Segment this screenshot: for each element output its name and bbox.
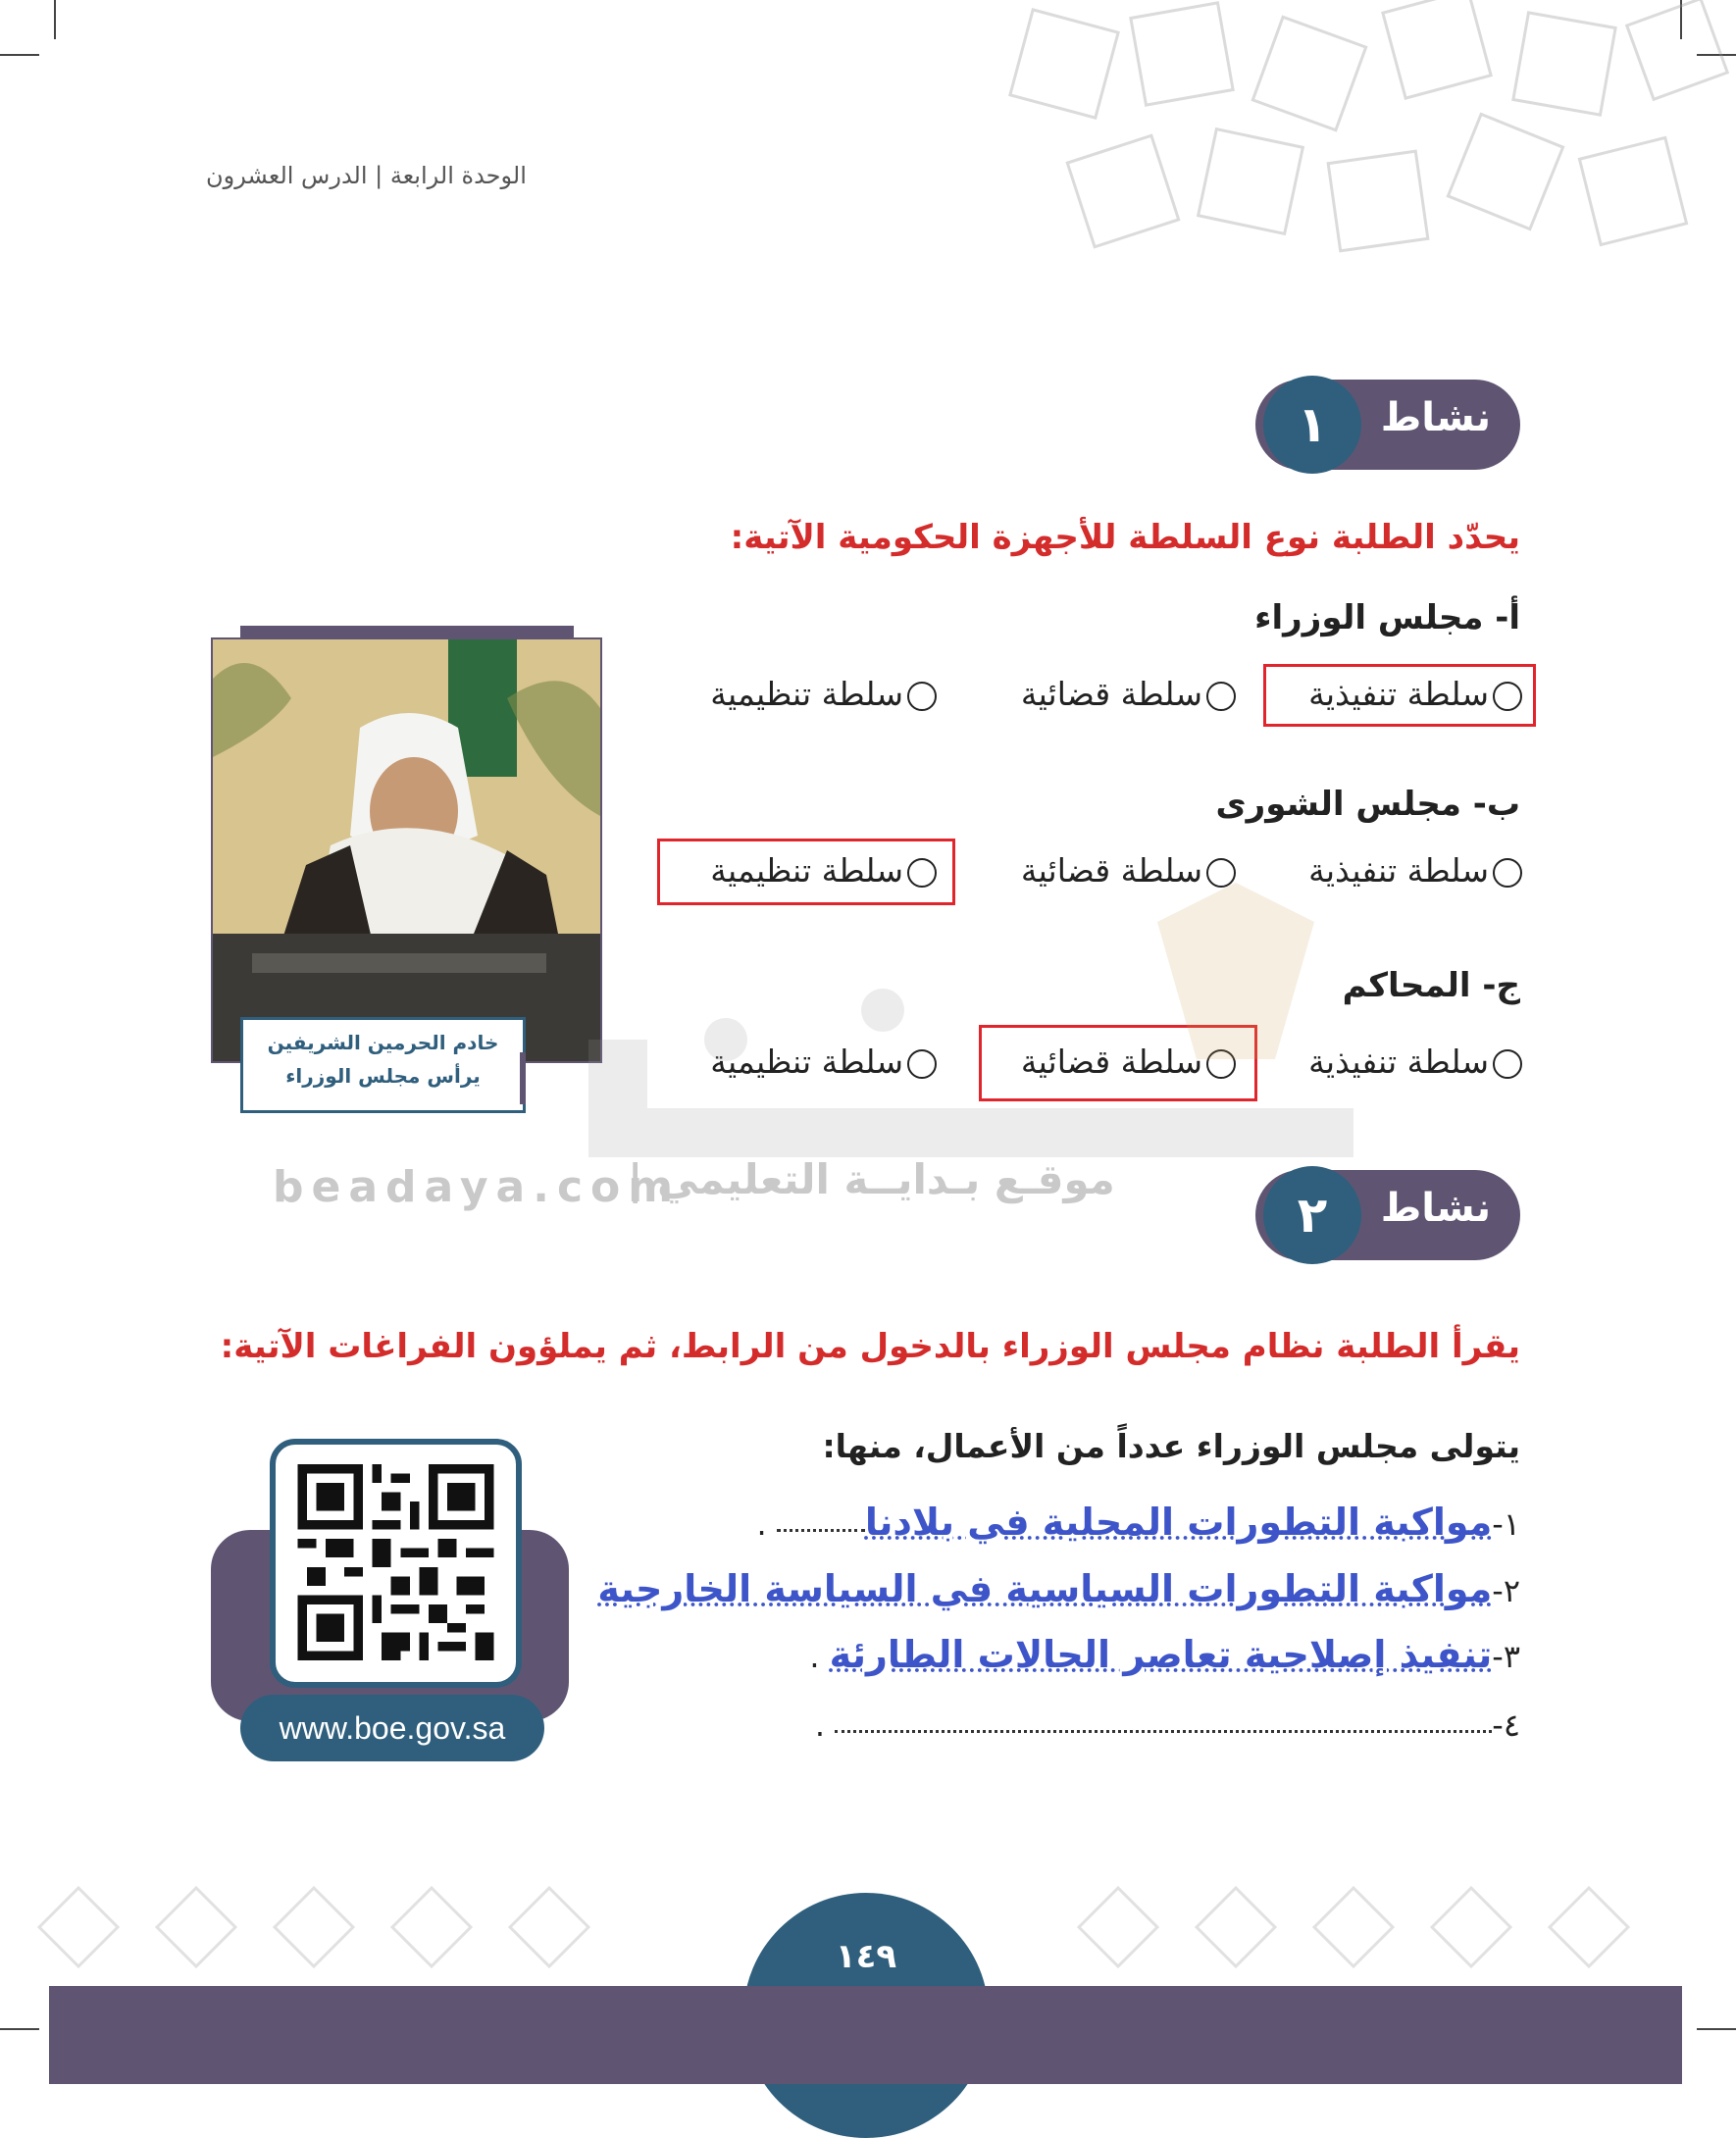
breadcrumb: الوحدة الرابعة | الدرس العشرون xyxy=(206,162,527,189)
line-end: . xyxy=(814,1706,826,1744)
option-label: سلطة تنفيذية xyxy=(1308,851,1489,890)
qr-pattern xyxy=(295,1464,496,1660)
line-end: . xyxy=(809,1638,820,1675)
line-number: ٢- xyxy=(1492,1572,1520,1609)
caption-line: خادم الحرمين الشريفين xyxy=(267,1031,499,1054)
selection-box xyxy=(1263,664,1536,727)
option-label: سلطة تنفيذية xyxy=(1308,1043,1489,1081)
option-label: سلطة تنظيمية xyxy=(710,675,903,713)
item-a-title: أ- مجلس الوزراء xyxy=(1254,598,1520,637)
crop-mark xyxy=(1697,2028,1736,2030)
option-label: سلطة تنظيمية xyxy=(710,1043,903,1081)
link-pill[interactable]: www.boe.gov.sa xyxy=(240,1695,544,1761)
answer-text[interactable]: تنفيذ إصلاحية تعاصر الحالات الطارئة xyxy=(829,1633,1493,1676)
option-label: سلطة قضائية xyxy=(1020,1043,1202,1081)
line-number: ٣- xyxy=(1492,1638,1520,1675)
activity-2-badge xyxy=(1255,1170,1520,1260)
option-label: سلطة تنفيذية xyxy=(1308,675,1489,713)
option-label: سلطة تنظيمية xyxy=(710,851,903,890)
badge-number: ٢ xyxy=(1263,1166,1361,1264)
qr-code[interactable] xyxy=(270,1439,522,1688)
option-label: سلطة قضائية xyxy=(1020,675,1202,713)
dotted-fill[interactable] xyxy=(835,1722,1492,1733)
caption-line: يرأس مجلس الوزراء xyxy=(285,1064,481,1088)
badge-label: نشاط xyxy=(1380,1186,1491,1231)
activity-2-question: يقرأ الطلبة نظام مجلس الوزراء بالدخول من الرابط، ثم يملؤون الفراغات الآتية: xyxy=(220,1327,1520,1366)
crop-mark xyxy=(54,0,56,39)
line-number: ١- xyxy=(1492,1505,1520,1543)
answer-text[interactable]: مواكبة التطورات السياسية في السياسة الخارجية xyxy=(597,1567,1493,1610)
option-judicial[interactable] xyxy=(1021,675,1236,713)
watermark-site: موقـع بـدايــة التعليمي | xyxy=(628,1155,1115,1203)
watermark-url: beadaya.com xyxy=(273,1162,682,1212)
decorative-pattern xyxy=(991,0,1736,284)
radio-icon[interactable] xyxy=(1493,858,1522,888)
answer-line-1 xyxy=(757,1501,1520,1544)
answer-line-2 xyxy=(597,1567,1520,1610)
line-end: . xyxy=(756,1505,767,1543)
option-label: سلطة قضائية xyxy=(1020,851,1202,890)
activity-1-question: يحدّد الطلبة نوع السلطة للأجهزة الحكومية الآتية: xyxy=(730,518,1520,557)
radio-icon[interactable] xyxy=(1206,682,1236,711)
dotted-fill xyxy=(777,1521,865,1532)
item-b-title: ب- مجلس الشورى xyxy=(1215,785,1520,824)
activity-1-badge xyxy=(1255,380,1520,470)
watermark-logo xyxy=(294,863,1471,1196)
crop-mark xyxy=(0,2028,39,2030)
item-c-title: ج- المحاكم xyxy=(1342,966,1520,1005)
answer-line-4 xyxy=(815,1706,1520,1744)
line-number: ٤- xyxy=(1492,1706,1520,1744)
footer-bar xyxy=(49,1986,1682,2084)
option-regulatory[interactable] xyxy=(710,675,937,713)
fill-intro: يتولى مجلس الوزراء عدداً من الأعمال، منها: xyxy=(822,1427,1520,1465)
answer-text[interactable]: مواكبة التطورات المحلية في بلادنا xyxy=(864,1501,1493,1544)
page-number: ١٤٩ xyxy=(835,1937,897,1976)
crop-mark xyxy=(0,54,39,56)
badge-number: ١ xyxy=(1263,376,1361,474)
answer-line-3 xyxy=(809,1633,1520,1676)
radio-icon[interactable] xyxy=(907,682,937,711)
badge-label: نشاط xyxy=(1380,395,1491,440)
radio-icon[interactable] xyxy=(1493,1049,1522,1079)
